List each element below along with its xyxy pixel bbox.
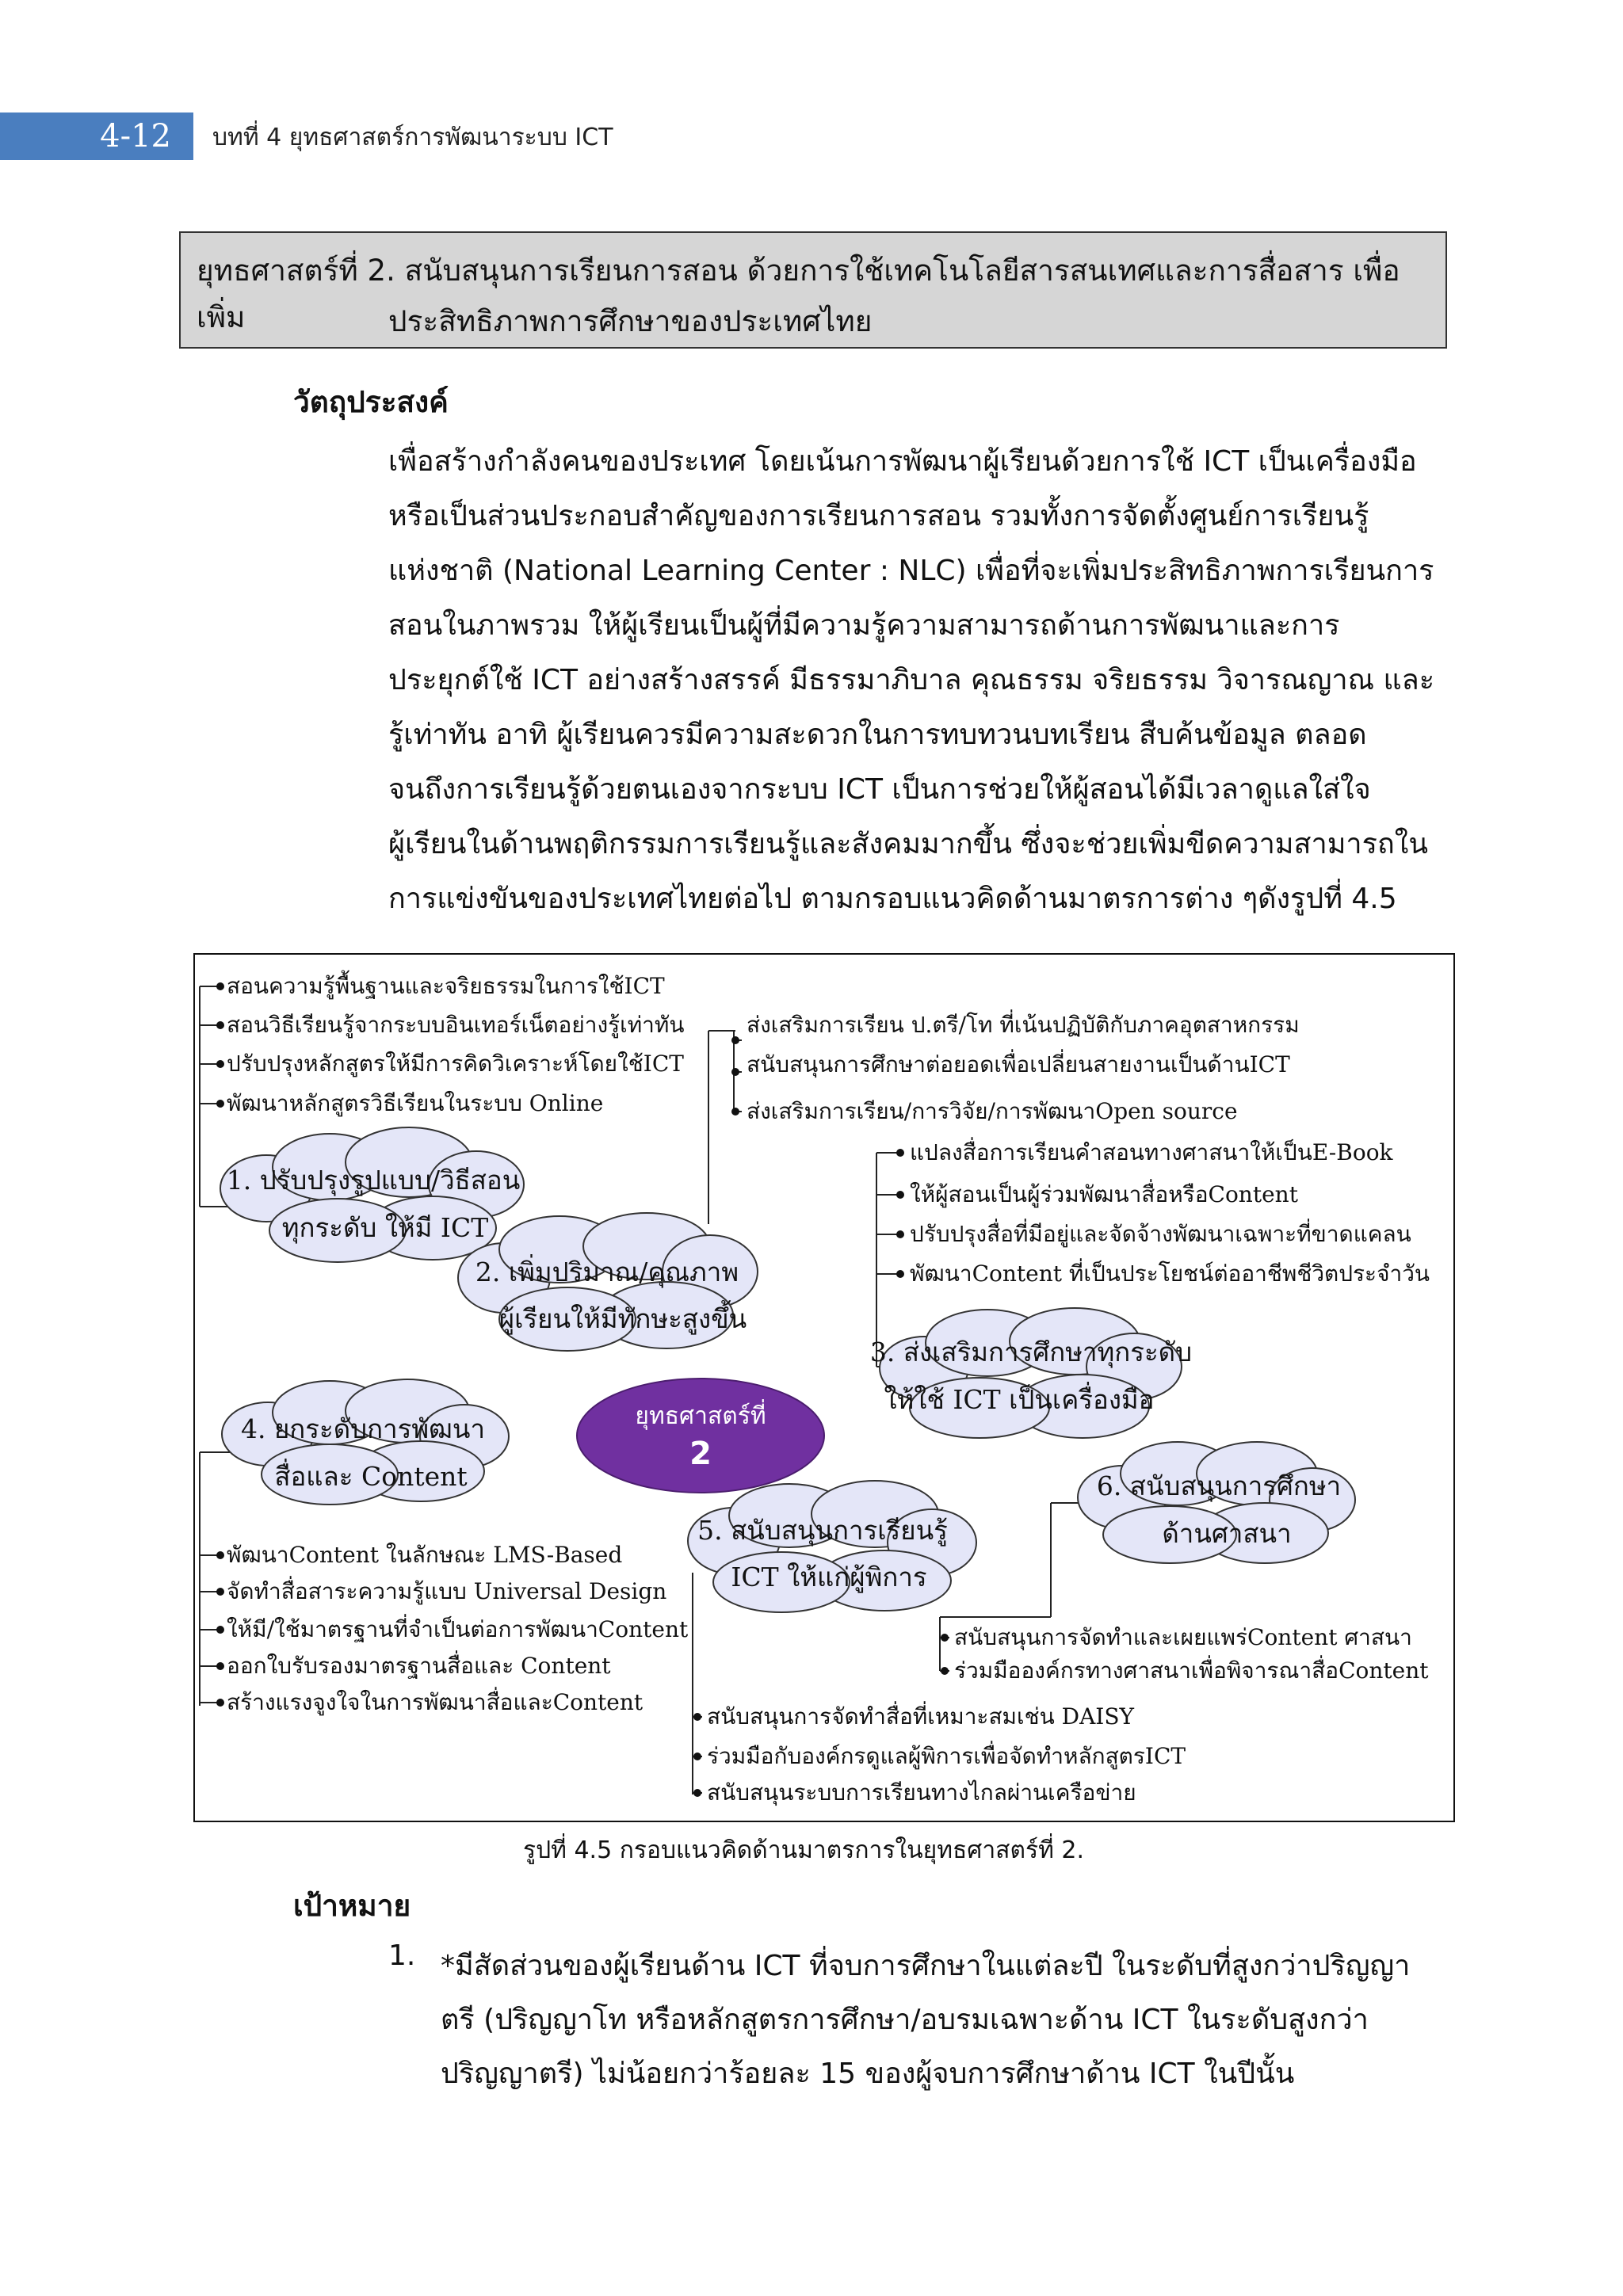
goal-heading: เป้าหมาย <box>293 1889 411 1923</box>
goal-number: 1. <box>388 1939 416 1972</box>
cloud-label: 4. ยกระดับการพัฒนา <box>240 1413 486 1444</box>
objective-paragraph <box>388 434 1434 926</box>
paragraph-line: จนถึงการเรียนรู้ด้วยตนเองจากระบบ ICT เป็นการช่วยให้ผู้สอนได้มีเวลาดูแลใส่ใจ <box>388 773 1371 806</box>
paragraph-line: ประยุกต์ใช้ ICT อย่างสร้างสรรค์ มีธรรมาภิบาล คุณธรรม จริยธรรม วิจารณญาณ และ <box>388 664 1435 696</box>
bullet-text: พัฒนาContent ที่เป็นประโยชน์ต่ออาชีพชีวิตประจำวัน <box>910 1261 1430 1287</box>
bullet-text: ส่งเสริมการเรียน/การวิจัย/การพัฒนาOpen source <box>747 1098 1238 1124</box>
goal-paragraph <box>441 1939 1439 2101</box>
bullet-text: ร่วมมือองค์กรทางศาสนาเพื่อพิจารณาสื่อContent <box>954 1657 1429 1684</box>
strategy-title-box <box>179 231 1447 349</box>
cloud-label: 1. ปรับปรุงรูปแบบ/วิธีสอน <box>226 1165 521 1196</box>
strategy-title-line2: ประสิทธิภาพการศึกษาของประเทศไทย <box>388 304 873 338</box>
paragraph-line: รู้เท่าทัน อาทิ ผู้เรียนควรมีความสะดวกในการทบทวนบทเรียน สืบค้นข้อมูล ตลอด <box>388 719 1367 751</box>
bullet-text: ให้ผู้สอนเป็นผู้ร่วมพัฒนาสื่อหรือContent <box>910 1181 1298 1207</box>
bullet-text: แปลงสื่อการเรียนคำสอนทางศาสนาให้เป็นE-Book <box>910 1139 1393 1165</box>
page-number: 4-12 <box>0 113 193 160</box>
figure-caption: รูปที่ 4.5 กรอบแนวคิดด้านมาตรการในยุทธศาสตร์ที่ 2. <box>523 1836 1085 1864</box>
paragraph-line: ตรี (ปริญญาโท หรือหลักสูตรการศึกษา/อบรมเฉพาะด้าน ICT ในระดับสูงกว่า <box>441 2004 1369 2036</box>
cloud-label: ด้านศาสนา <box>1162 1518 1292 1549</box>
cloud-measure-5 <box>688 1481 976 1612</box>
bullet-text: พัฒนาContent ในลักษณะ LMS-Based <box>227 1542 623 1568</box>
paragraph-line: แห่งชาติ (National Learning Center : NLC) เพื่อที่จะเพิ่มประสิทธิภาพการเรียนการ <box>388 555 1434 587</box>
bullet-text: สนับสนุนการจัดทำสื่อที่เหมาะสมเช่น DAISY <box>707 1703 1135 1730</box>
cloud-label: 6. สนับสนุนการศึกษา <box>1096 1470 1342 1501</box>
bullet-text: จัดทำสื่อสาระความรู้แบบ Universal Design <box>227 1578 667 1604</box>
objective-heading: วัตถุประสงค์ <box>293 385 449 419</box>
bullet-text: ร่วมมือกับองค์กรดูแลผู้พิการเพื่อจัดทำหลักสูตรICT <box>707 1743 1186 1769</box>
cloud-measure-3 <box>880 1308 1182 1438</box>
cloud-label: 2. เพิ่มปริมาณ/คุณภาพ <box>475 1257 739 1287</box>
cloud-label: 5. สนับสนุนการเรียนรู้ <box>697 1515 948 1546</box>
bullet-text: สนับสนุนการจัดทำและเผยแพร่Content ศาสนา <box>954 1624 1412 1650</box>
paragraph-line: หรือเป็นส่วนประกอบสำคัญของการเรียนการสอน รวมทั้งการจัดตั้งศูนย์การเรียนรู้ <box>388 500 1369 532</box>
bullet-text: สนับสนุนการศึกษาต่อยอดเพื่อเปลี่ยนสายงานเป็นด้านICT <box>747 1051 1290 1077</box>
bullet-text: ปรับปรุงหลักสูตรให้มีการคิดวิเคราะห์โดยใช้ICT <box>227 1051 684 1077</box>
center-label: ยุทธศาสตร์ที่ <box>635 1402 766 1430</box>
center-number: 2 <box>689 1436 712 1472</box>
cloud-label: ICT ให้แก่ผู้พิการ <box>731 1562 927 1592</box>
cloud-label: ผู้เรียนให้มีทักษะสูงขึ้น <box>498 1303 747 1334</box>
paragraph-line: การแข่งขันของประเทศไทยต่อไป ตามกรอบแนวคิดด้านมาตรการต่าง ๆดังรูปที่ 4.5 <box>388 883 1397 915</box>
strategy-diagram <box>193 953 1455 1822</box>
bullet-text: ส่งเสริมการเรียน ป.ตรี/โท ที่เน้นปฏิบัติกับภาคอุตสาหกรรม <box>747 1012 1300 1038</box>
bullet-text: พัฒนาหลักสูตรวิธีเรียนในระบบ Online <box>227 1090 604 1116</box>
bullet-text: สร้างแรงจูงใจในการพัฒนาสื่อและContent <box>227 1689 643 1715</box>
bullet-text: สอนความรู้พื้นฐานและจริยธรรมในการใช้ICT <box>227 973 665 999</box>
paragraph-line: สอนในภาพรวม ให้ผู้เรียนเป็นผู้ที่มีความรู้ความสามารถด้านการพัฒนาและการ <box>388 609 1340 642</box>
bullet-text: ให้มี/ใช้มาตรฐานที่จำเป็นต่อการพัฒนาContent <box>227 1616 689 1642</box>
cloud-label: สื่อและ Content <box>274 1461 468 1492</box>
strategy-title-line1: ยุทธศาสตร์ที่ 2. สนับสนุนการเรียนการสอน ด้วยการใช้เทคโนโลยีสารสนเทศและการสื่อสาร เพื่อเพิ่ม <box>197 254 1400 334</box>
paragraph-line: เพื่อสร้างกำลังคนของประเทศ โดยเน้นการพัฒนาผู้เรียนด้วยการใช้ ICT เป็นเครื่องมือ <box>388 445 1417 478</box>
cloud-label: ทุกระดับ ให้มี ICT <box>281 1212 489 1243</box>
bullet-text: สนับสนุนระบบการเรียนทางไกลผ่านเครือข่าย <box>707 1779 1136 1806</box>
paragraph-line: ปริญญาตรี) ไม่น้อยกว่าร้อยละ 15 ของผู้จบการศึกษาด้าน ICT ในปีนั้น <box>441 2058 1295 2090</box>
cloud-label: ให้ใช้ ICT เป็นเครื่องมือ <box>884 1384 1155 1415</box>
bullet-text: สอนวิธีเรียนรู้จากระบบอินเทอร์เน็ตอย่างรู้เท่าทัน <box>227 1012 685 1038</box>
bullet-text: ปรับปรุงสื่อที่มีอยู่และจัดจ้างพัฒนาเฉพาะที่ขาดแคลน <box>910 1221 1411 1247</box>
bullet-text: ออกใบรับรองมาตรฐานสื่อและ Content <box>227 1653 611 1679</box>
paragraph-line: *มีสัดส่วนของผู้เรียนด้าน ICT ที่จบการศึกษาในแต่ละปี ในระดับที่สูงกว่าปริญญา <box>441 1950 1411 1982</box>
cloud-label: 3. ส่งเสริมการศึกษาทุกระดับ <box>869 1337 1193 1367</box>
chapter-title: บทที่ 4 ยุทธศาสตร์การพัฒนาระบบ ICT <box>212 124 613 151</box>
paragraph-line: ผู้เรียนในด้านพฤติกรรมการเรียนรู้และสังคมมากขึ้น ซึ่งจะช่วยเพิ่มขีดความสามารถใน <box>388 828 1428 860</box>
